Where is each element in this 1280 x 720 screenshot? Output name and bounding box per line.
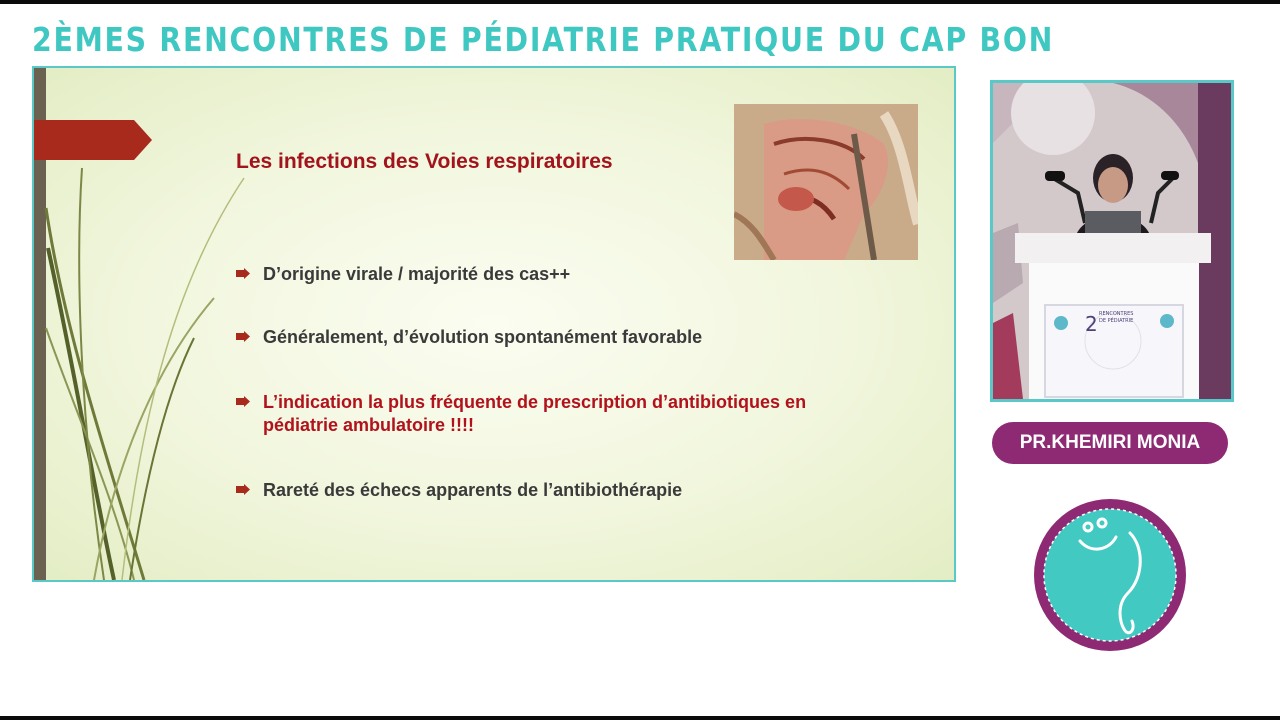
arrow-bullet-icon xyxy=(236,331,250,342)
banner-title: 2ÈMES RENCONTRES DE PÉDIATRIE PRATIQUE DU CAP BON xyxy=(32,20,1055,59)
presentation-slide xyxy=(32,66,956,582)
bullet-item xyxy=(236,479,682,502)
podium-screen-line2: DE PÉDIATRIE xyxy=(1099,318,1134,324)
speaker-name: PR.KHEMIRI MONIA xyxy=(1019,432,1201,453)
speaker-video xyxy=(990,80,1234,402)
top-border xyxy=(0,0,1280,4)
podium-screen-number: 2 xyxy=(1085,312,1098,336)
anatomy-illustration-image xyxy=(734,104,918,260)
speaker-name-badge xyxy=(992,422,1228,464)
conference-logo xyxy=(1032,497,1188,653)
bottom-border xyxy=(0,716,1280,720)
bullet-text-line2: pédiatrie ambulatoire !!!! xyxy=(263,415,475,435)
bullet-text: Rareté des échecs apparents de l’antibiothérapie xyxy=(263,480,683,500)
slide-title: Les infections des Voies respiratoires xyxy=(236,150,613,173)
arrow-bullet-icon xyxy=(236,396,250,407)
bullet-text: D’origine virale / majorité des cas++ xyxy=(263,264,571,284)
arrow-bullet-icon xyxy=(236,268,250,279)
bullet-item xyxy=(236,326,702,349)
bullet-item xyxy=(236,391,806,437)
bullet-text-line1: L’indication la plus fréquente de prescription d’antibiotiques en xyxy=(263,392,807,412)
bullet-text: Généralement, d’évolution spontanément favorable xyxy=(263,327,703,347)
arrow-bullet-icon xyxy=(236,484,250,495)
red-arrow-shape xyxy=(34,120,154,160)
bullet-item xyxy=(236,263,570,286)
podium-screen-line1: RENCONTRES xyxy=(1099,311,1134,317)
